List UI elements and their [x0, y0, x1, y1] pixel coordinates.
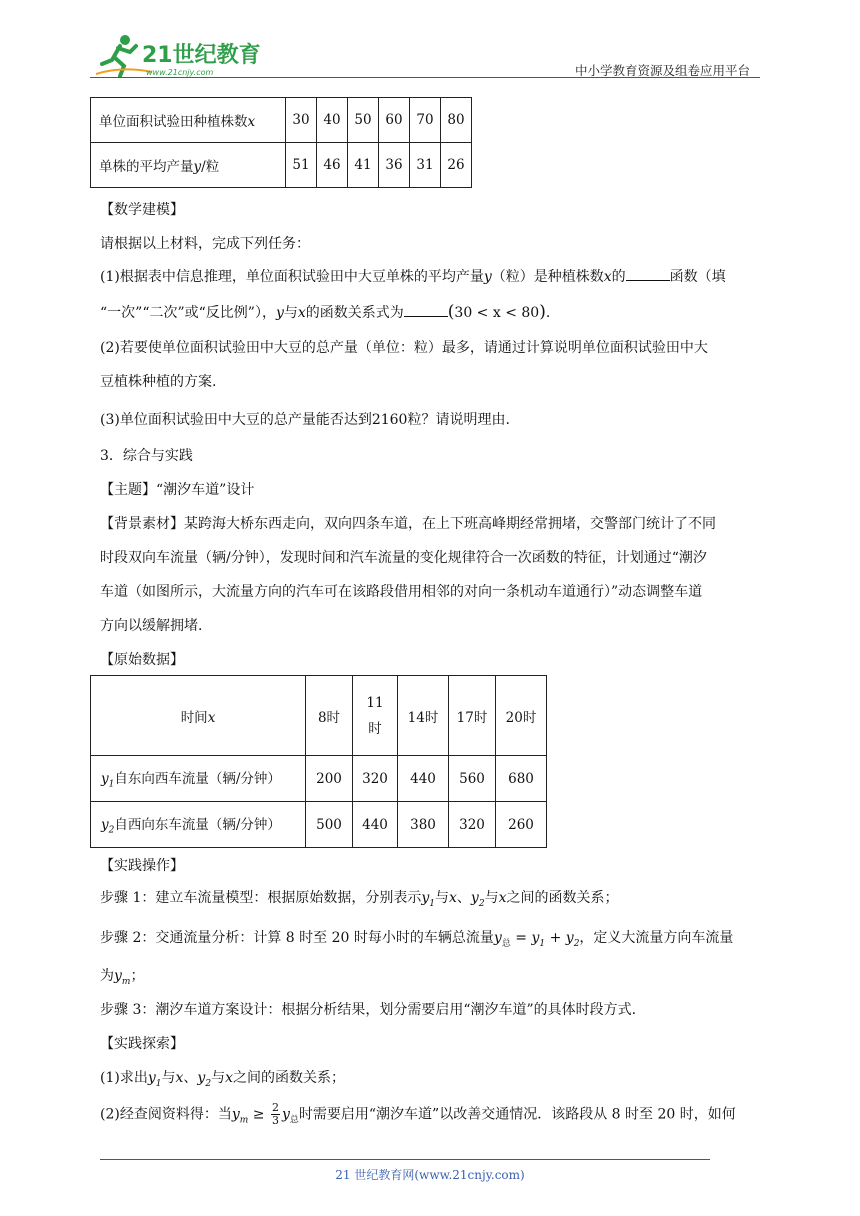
table-cell: 440 — [353, 802, 398, 848]
theme-line: 【主题】“潮汐车道”设计 — [100, 482, 255, 498]
explore-question-1: (1)求出$y_1$与x、$y_2$与x之间的函数关系； — [100, 1070, 345, 1089]
svg-text:21世纪教育: 21世纪教育 — [142, 43, 261, 68]
header-divider — [90, 77, 760, 78]
explore-question-2: (2)经查阅资料得：当$y_m$ ≥ $\frac{2}{3}$ $y_总$时需要启用“潮汐车道”以改善交通情况．该路段从 8 时至 20 时，如何 — [100, 1101, 736, 1127]
table-cell: 46 — [317, 143, 348, 188]
table-row — [91, 756, 547, 802]
table-cell: 41 — [348, 143, 379, 188]
platform-name: 中小学教育资源及组卷应用平台 — [575, 63, 751, 78]
table-cell: 200 — [306, 756, 353, 802]
answer-blank[interactable] — [626, 266, 670, 281]
table-header-cell: 单位面积试验田种植株数x — [91, 98, 286, 143]
table-cell: 51 — [286, 143, 317, 188]
table-cell: 70 — [410, 98, 441, 143]
table-cell: 320 — [449, 802, 496, 848]
table-header-cell: 11 时 — [353, 676, 398, 756]
raw-data-heading: 【原始数据】 — [100, 652, 184, 668]
svg-text:www.21cnjy.com: www.21cnjy.com — [146, 68, 214, 77]
explore-heading: 【实践探索】 — [100, 1036, 184, 1052]
table-cell: 380 — [398, 802, 449, 848]
table-row — [91, 98, 472, 143]
background-line3: 车道（如图所示，大流量方向的汽车可在该路段借用相邻的对向一条机动车道通行）”动态调整车道 — [100, 584, 703, 600]
table-cell: 560 — [449, 756, 496, 802]
table-header-cell: $y_2$自西向东车流量（辆/分钟） — [91, 802, 306, 848]
table-header-cell: 8时 — [306, 676, 353, 756]
table-header-cell: 14时 — [398, 676, 449, 756]
step-2-line2: 为$y_m$； — [100, 968, 145, 987]
step-3: 步骤 3：潮汐车道方案设计：根据分析结果，划分需要启用“潮汐车道”的具体时段方式. — [100, 1002, 637, 1018]
table-row — [91, 802, 547, 848]
section-heading: 【数学建模】 — [100, 202, 184, 218]
table-row — [91, 143, 472, 188]
fraction: $\frac{2}{3}$ — [271, 1101, 279, 1127]
table-header-cell: 单株的平均产量y/粒 — [91, 143, 286, 188]
intro-text: 请根据以上材料，完成下列任务： — [100, 236, 310, 252]
table-cell: 440 — [398, 756, 449, 802]
question-1-line2: “一次”“二次”或“反比例”），y与x的函数关系式为 (30 < x < 80). — [100, 302, 551, 322]
table-row — [91, 676, 547, 756]
background-line4: 方向以缓解拥堵. — [100, 618, 203, 634]
question-2-line2: 豆植株种植的方案. — [100, 374, 217, 390]
table-cell: 680 — [496, 756, 547, 802]
table-header-cell: 时间x — [91, 676, 306, 756]
table-header-cell: 20时 — [496, 676, 547, 756]
table-header-cell: $y_1$自东向西车流量（辆/分钟） — [91, 756, 306, 802]
background-line2: 时段双向车流量（辆/分钟），发现时间和汽车流量的变化规律符合一次函数的特征，计划通过“潮汐 — [100, 550, 707, 566]
table-header-cell: 17时 — [449, 676, 496, 756]
answer-blank[interactable] — [404, 302, 448, 317]
problem-title: 3．综合与实践 — [100, 448, 193, 464]
range-expression: 30 < x < 80 — [454, 305, 540, 321]
practice-heading: 【实践操作】 — [100, 858, 184, 874]
table-cell: 260 — [496, 802, 547, 848]
table-cell: 80 — [441, 98, 472, 143]
table-cell: 26 — [441, 143, 472, 188]
step-2-line1: 步骤 2：交通流量分析：计算 8 时至 20 时每小时的车辆总流量$y_总 = y_1 + y_2$，定义大流量方向车流量 — [100, 930, 734, 949]
table-cell: 60 — [379, 98, 410, 143]
background-line1: 【背景素材】某跨海大桥东西走向，双向四条车道，在上下班高峰期经常拥堵，交警部门统计了不同 — [100, 516, 716, 532]
traffic-table — [90, 675, 547, 848]
footer-text: 21 世纪教育网(www.21cnjy.com) — [335, 1168, 525, 1182]
question-3: (3)单位面积试验田中大豆的总产量能否达到2160粒？请说明理由. — [100, 412, 510, 428]
table-cell: 320 — [353, 756, 398, 802]
table-cell: 36 — [379, 143, 410, 188]
table-cell: 31 — [410, 143, 441, 188]
question-2-line1: (2)若要使单位面积试验田中大豆的总产量（单位：粒）最多，请通过计算说明单位面积试验田中大 — [100, 340, 708, 356]
footer-divider — [100, 1159, 710, 1160]
table-cell: 50 — [348, 98, 379, 143]
table-cell: 500 — [306, 802, 353, 848]
question-1-line1: (1)根据表中信息推理，单位面积试验田中大豆单株的平均产量y（粒）是种植株数x的 函数（填 — [100, 266, 764, 287]
step-1: 步骤 1：建立车流量模型：根据原始数据，分别表示$y_1$与x、$y_2$与x之间的函数关系； — [100, 890, 619, 909]
table-cell: 40 — [317, 98, 348, 143]
site-logo — [92, 30, 262, 80]
table-cell: 30 — [286, 98, 317, 143]
planting-table — [90, 97, 472, 188]
